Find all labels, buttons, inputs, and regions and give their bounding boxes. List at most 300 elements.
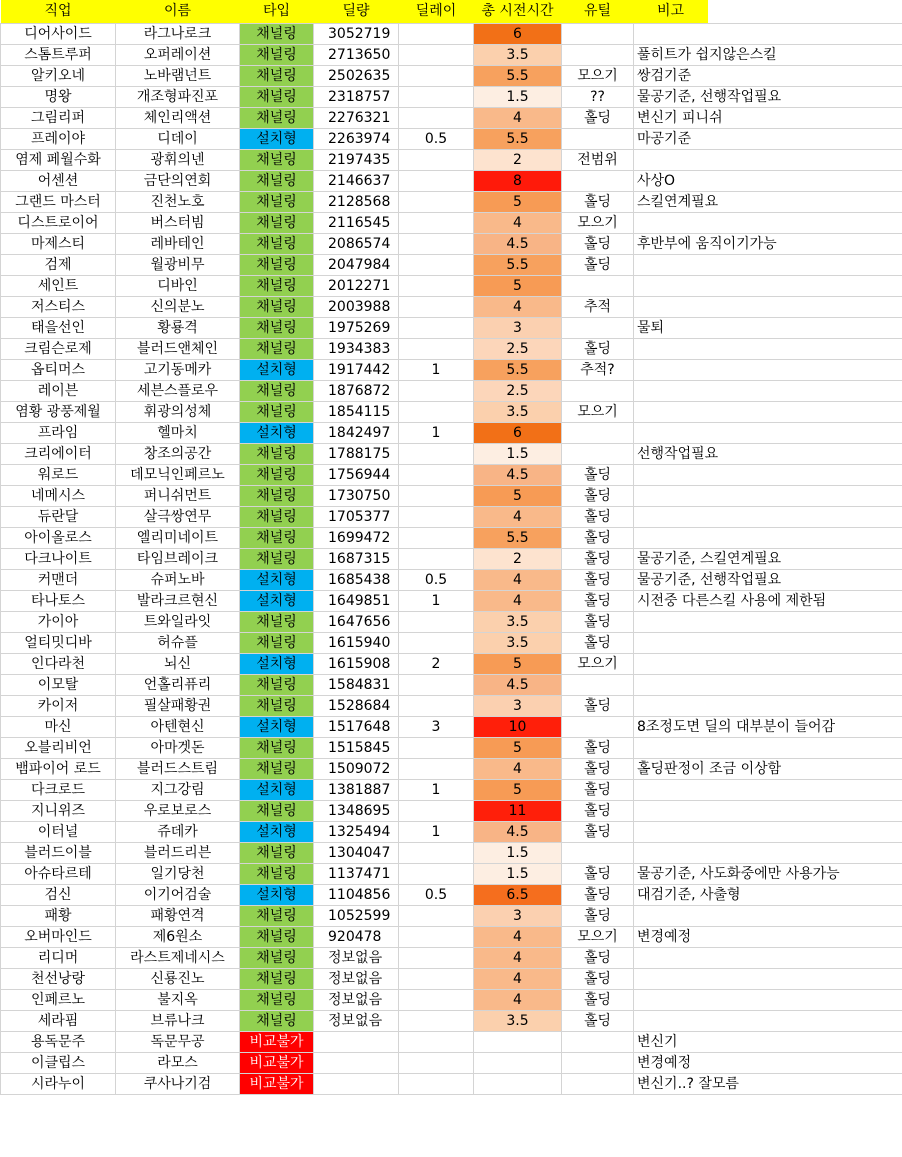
job-cell[interactable]: 세라핌 bbox=[1, 1010, 116, 1031]
skill-name-cell[interactable]: 제6원소 bbox=[116, 926, 240, 947]
skill-name-cell[interactable]: 고기동메카 bbox=[116, 359, 240, 380]
delay-cell[interactable] bbox=[399, 191, 474, 212]
cast-time-cell[interactable]: 4 bbox=[474, 947, 562, 968]
type-cell[interactable]: 채널링 bbox=[240, 23, 314, 44]
damage-cell[interactable]: 1104856 bbox=[314, 884, 399, 905]
delay-cell[interactable] bbox=[399, 170, 474, 191]
type-cell[interactable]: 채널링 bbox=[240, 947, 314, 968]
delay-cell[interactable] bbox=[399, 947, 474, 968]
job-cell[interactable]: 그림리퍼 bbox=[1, 107, 116, 128]
note-cell[interactable] bbox=[634, 254, 902, 275]
util-cell[interactable]: 홀딩 bbox=[562, 506, 634, 527]
header-cast-time[interactable]: 총 시전시간 bbox=[474, 0, 562, 23]
job-cell[interactable]: 이클립스 bbox=[1, 1052, 116, 1073]
job-cell[interactable]: 인페르노 bbox=[1, 989, 116, 1010]
skill-name-cell[interactable]: 레바테인 bbox=[116, 233, 240, 254]
skill-name-cell[interactable]: 독문무공 bbox=[116, 1031, 240, 1052]
skill-name-cell[interactable]: 패황연격 bbox=[116, 905, 240, 926]
type-cell[interactable]: 설치형 bbox=[240, 716, 314, 737]
type-cell[interactable]: 채널링 bbox=[240, 338, 314, 359]
cast-time-cell[interactable]: 1.5 bbox=[474, 842, 562, 863]
job-cell[interactable]: 카이저 bbox=[1, 695, 116, 716]
delay-cell[interactable] bbox=[399, 107, 474, 128]
note-cell[interactable]: 물공기준, 선행작업필요 bbox=[634, 86, 902, 107]
util-cell[interactable]: 홀딩 bbox=[562, 527, 634, 548]
skill-name-cell[interactable]: 슈퍼노바 bbox=[116, 569, 240, 590]
delay-cell[interactable] bbox=[399, 695, 474, 716]
skill-name-cell[interactable]: 이기어검술 bbox=[116, 884, 240, 905]
cast-time-cell[interactable]: 5 bbox=[474, 779, 562, 800]
job-cell[interactable]: 이모탈 bbox=[1, 674, 116, 695]
util-cell[interactable] bbox=[562, 422, 634, 443]
header-name[interactable]: 이름 bbox=[116, 0, 240, 23]
util-cell[interactable]: 홀딩 bbox=[562, 464, 634, 485]
note-cell[interactable]: 풀히트가 쉽지않은스킬 bbox=[634, 44, 902, 65]
damage-cell[interactable]: 1647656 bbox=[314, 611, 399, 632]
util-cell[interactable]: 홀딩 bbox=[562, 695, 634, 716]
type-cell[interactable]: 채널링 bbox=[240, 548, 314, 569]
skill-name-cell[interactable]: 불지옥 bbox=[116, 989, 240, 1010]
note-cell[interactable]: 대검기준, 사출형 bbox=[634, 884, 902, 905]
job-cell[interactable]: 다크나이트 bbox=[1, 548, 116, 569]
cast-time-cell[interactable]: 6 bbox=[474, 23, 562, 44]
damage-cell[interactable]: 2012271 bbox=[314, 275, 399, 296]
type-cell[interactable]: 채널링 bbox=[240, 317, 314, 338]
job-cell[interactable]: 검제 bbox=[1, 254, 116, 275]
job-cell[interactable]: 마제스티 bbox=[1, 233, 116, 254]
note-cell[interactable]: 변신기 bbox=[634, 1031, 902, 1052]
delay-cell[interactable] bbox=[399, 44, 474, 65]
damage-cell[interactable]: 920478 bbox=[314, 926, 399, 947]
util-cell[interactable]: 홀딩 bbox=[562, 779, 634, 800]
delay-cell[interactable] bbox=[399, 611, 474, 632]
util-cell[interactable] bbox=[562, 317, 634, 338]
type-cell[interactable]: 채널링 bbox=[240, 611, 314, 632]
job-cell[interactable]: 디어사이드 bbox=[1, 23, 116, 44]
skill-name-cell[interactable]: 필살패황권 bbox=[116, 695, 240, 716]
damage-cell[interactable]: 1137471 bbox=[314, 863, 399, 884]
skill-name-cell[interactable]: 오퍼레이션 bbox=[116, 44, 240, 65]
damage-cell[interactable]: 1517648 bbox=[314, 716, 399, 737]
note-cell[interactable] bbox=[634, 800, 902, 821]
delay-cell[interactable]: 0.5 bbox=[399, 569, 474, 590]
skill-name-cell[interactable]: 퍼니쉬먼트 bbox=[116, 485, 240, 506]
damage-cell[interactable]: 정보없음 bbox=[314, 989, 399, 1010]
job-cell[interactable]: 크리에이터 bbox=[1, 443, 116, 464]
cast-time-cell[interactable]: 4.5 bbox=[474, 821, 562, 842]
delay-cell[interactable] bbox=[399, 23, 474, 44]
util-cell[interactable] bbox=[562, 170, 634, 191]
delay-cell[interactable]: 0.5 bbox=[399, 128, 474, 149]
delay-cell[interactable]: 1 bbox=[399, 590, 474, 611]
cast-time-cell[interactable]: 1.5 bbox=[474, 86, 562, 107]
delay-cell[interactable] bbox=[399, 632, 474, 653]
skill-name-cell[interactable]: 헬마치 bbox=[116, 422, 240, 443]
job-cell[interactable]: 그랜드 마스터 bbox=[1, 191, 116, 212]
type-cell[interactable]: 채널링 bbox=[240, 842, 314, 863]
header-delay[interactable]: 딜레이 bbox=[399, 0, 474, 23]
note-cell[interactable] bbox=[634, 464, 902, 485]
damage-cell[interactable]: 1615940 bbox=[314, 632, 399, 653]
delay-cell[interactable] bbox=[399, 254, 474, 275]
skill-name-cell[interactable]: 지그강림 bbox=[116, 779, 240, 800]
delay-cell[interactable]: 1 bbox=[399, 359, 474, 380]
delay-cell[interactable]: 1 bbox=[399, 821, 474, 842]
cast-time-cell[interactable]: 3 bbox=[474, 317, 562, 338]
skill-name-cell[interactable]: 아마겟돈 bbox=[116, 737, 240, 758]
job-cell[interactable]: 염황 광풍제월 bbox=[1, 401, 116, 422]
skill-name-cell[interactable]: 라모스 bbox=[116, 1052, 240, 1073]
delay-cell[interactable] bbox=[399, 527, 474, 548]
job-cell[interactable]: 오블리비언 bbox=[1, 737, 116, 758]
delay-cell[interactable] bbox=[399, 758, 474, 779]
job-cell[interactable]: 천선낭랑 bbox=[1, 968, 116, 989]
cast-time-cell[interactable]: 2.5 bbox=[474, 338, 562, 359]
job-cell[interactable]: 스톰트루퍼 bbox=[1, 44, 116, 65]
note-cell[interactable] bbox=[634, 401, 902, 422]
util-cell[interactable]: 홀딩 bbox=[562, 548, 634, 569]
delay-cell[interactable] bbox=[399, 968, 474, 989]
util-cell[interactable]: 홀딩 bbox=[562, 863, 634, 884]
type-cell[interactable]: 설치형 bbox=[240, 359, 314, 380]
type-cell[interactable]: 채널링 bbox=[240, 758, 314, 779]
skill-name-cell[interactable]: 데모닉인페르노 bbox=[116, 464, 240, 485]
skill-name-cell[interactable]: 우로보로스 bbox=[116, 800, 240, 821]
util-cell[interactable]: 모으기 bbox=[562, 212, 634, 233]
delay-cell[interactable] bbox=[399, 149, 474, 170]
delay-cell[interactable] bbox=[399, 317, 474, 338]
util-cell[interactable] bbox=[562, 842, 634, 863]
skill-name-cell[interactable]: 블러드스트림 bbox=[116, 758, 240, 779]
cast-time-cell[interactable]: 5 bbox=[474, 275, 562, 296]
type-cell[interactable]: 채널링 bbox=[240, 464, 314, 485]
cast-time-cell[interactable]: 11 bbox=[474, 800, 562, 821]
skill-name-cell[interactable]: 엘리미네이트 bbox=[116, 527, 240, 548]
util-cell[interactable]: 홀딩 bbox=[562, 905, 634, 926]
delay-cell[interactable] bbox=[399, 275, 474, 296]
delay-cell[interactable] bbox=[399, 443, 474, 464]
job-cell[interactable]: 저스티스 bbox=[1, 296, 116, 317]
type-cell[interactable]: 채널링 bbox=[240, 107, 314, 128]
cast-time-cell[interactable]: 4 bbox=[474, 590, 562, 611]
damage-cell[interactable]: 정보없음 bbox=[314, 968, 399, 989]
job-cell[interactable]: 시라누이 bbox=[1, 1073, 116, 1094]
job-cell[interactable]: 타나토스 bbox=[1, 590, 116, 611]
job-cell[interactable]: 이터널 bbox=[1, 821, 116, 842]
damage-cell[interactable]: 1304047 bbox=[314, 842, 399, 863]
header-type[interactable]: 타입 bbox=[240, 0, 314, 23]
job-cell[interactable]: 인다라천 bbox=[1, 653, 116, 674]
damage-cell[interactable]: 2047984 bbox=[314, 254, 399, 275]
damage-cell[interactable]: 2128568 bbox=[314, 191, 399, 212]
note-cell[interactable]: 변경예정 bbox=[634, 1052, 902, 1073]
damage-cell[interactable]: 2713650 bbox=[314, 44, 399, 65]
damage-cell[interactable]: 1509072 bbox=[314, 758, 399, 779]
cast-time-cell[interactable]: 5.5 bbox=[474, 65, 562, 86]
cast-time-cell[interactable]: 4 bbox=[474, 296, 562, 317]
header-job[interactable]: 직업 bbox=[1, 0, 116, 23]
cast-time-cell[interactable]: 4 bbox=[474, 107, 562, 128]
header-damage[interactable]: 딜량 bbox=[314, 0, 399, 23]
type-cell[interactable]: 채널링 bbox=[240, 296, 314, 317]
skill-name-cell[interactable]: 체인리액션 bbox=[116, 107, 240, 128]
util-cell[interactable] bbox=[562, 1031, 634, 1052]
job-cell[interactable]: 세인트 bbox=[1, 275, 116, 296]
job-cell[interactable]: 레이븐 bbox=[1, 380, 116, 401]
cast-time-cell[interactable]: 4 bbox=[474, 758, 562, 779]
skill-name-cell[interactable]: 버스터빔 bbox=[116, 212, 240, 233]
header-util[interactable]: 유틸 bbox=[562, 0, 634, 23]
cast-time-cell[interactable]: 2 bbox=[474, 548, 562, 569]
util-cell[interactable]: 홀딩 bbox=[562, 611, 634, 632]
note-cell[interactable]: 쌍검기준 bbox=[634, 65, 902, 86]
note-cell[interactable]: 스킬연계필요 bbox=[634, 191, 902, 212]
skill-name-cell[interactable]: 디바인 bbox=[116, 275, 240, 296]
damage-cell[interactable]: 1756944 bbox=[314, 464, 399, 485]
delay-cell[interactable] bbox=[399, 506, 474, 527]
damage-cell[interactable]: 1917442 bbox=[314, 359, 399, 380]
note-cell[interactable]: 선행작업필요 bbox=[634, 443, 902, 464]
job-cell[interactable]: 다크로드 bbox=[1, 779, 116, 800]
util-cell[interactable]: 홀딩 bbox=[562, 590, 634, 611]
job-cell[interactable]: 지니위즈 bbox=[1, 800, 116, 821]
util-cell[interactable]: 추적 bbox=[562, 296, 634, 317]
cast-time-cell[interactable]: 5.5 bbox=[474, 527, 562, 548]
delay-cell[interactable] bbox=[399, 989, 474, 1010]
delay-cell[interactable] bbox=[399, 737, 474, 758]
damage-cell[interactable]: 1348695 bbox=[314, 800, 399, 821]
skill-name-cell[interactable]: 진천노호 bbox=[116, 191, 240, 212]
delay-cell[interactable] bbox=[399, 233, 474, 254]
cast-time-cell[interactable]: 5.5 bbox=[474, 128, 562, 149]
util-cell[interactable]: 홀딩 bbox=[562, 107, 634, 128]
type-cell[interactable]: 설치형 bbox=[240, 884, 314, 905]
type-cell[interactable]: 채널링 bbox=[240, 401, 314, 422]
util-cell[interactable] bbox=[562, 674, 634, 695]
job-cell[interactable]: 마신 bbox=[1, 716, 116, 737]
job-cell[interactable]: 어센션 bbox=[1, 170, 116, 191]
note-cell[interactable] bbox=[634, 527, 902, 548]
cast-time-cell[interactable]: 5 bbox=[474, 653, 562, 674]
cast-time-cell[interactable] bbox=[474, 1073, 562, 1094]
job-cell[interactable]: 태을선인 bbox=[1, 317, 116, 338]
note-cell[interactable] bbox=[634, 695, 902, 716]
cast-time-cell[interactable] bbox=[474, 1052, 562, 1073]
note-cell[interactable] bbox=[634, 275, 902, 296]
cast-time-cell[interactable]: 4 bbox=[474, 506, 562, 527]
damage-cell[interactable]: 1705377 bbox=[314, 506, 399, 527]
util-cell[interactable]: 홀딩 bbox=[562, 758, 634, 779]
delay-cell[interactable] bbox=[399, 926, 474, 947]
job-cell[interactable]: 프레이야 bbox=[1, 128, 116, 149]
util-cell[interactable]: 홀딩 bbox=[562, 254, 634, 275]
job-cell[interactable]: 얼티밋디바 bbox=[1, 632, 116, 653]
util-cell[interactable]: 홀딩 bbox=[562, 821, 634, 842]
damage-cell[interactable]: 2086574 bbox=[314, 233, 399, 254]
util-cell[interactable] bbox=[562, 1073, 634, 1094]
note-cell[interactable]: 사상O bbox=[634, 170, 902, 191]
job-cell[interactable]: 네메시스 bbox=[1, 485, 116, 506]
cast-time-cell[interactable]: 4.5 bbox=[474, 464, 562, 485]
util-cell[interactable]: 홀딩 bbox=[562, 338, 634, 359]
damage-cell[interactable] bbox=[314, 1052, 399, 1073]
skill-name-cell[interactable]: 금단의연회 bbox=[116, 170, 240, 191]
type-cell[interactable]: 채널링 bbox=[240, 170, 314, 191]
note-cell[interactable] bbox=[634, 485, 902, 506]
util-cell[interactable] bbox=[562, 1052, 634, 1073]
type-cell[interactable]: 채널링 bbox=[240, 380, 314, 401]
cast-time-cell[interactable]: 4 bbox=[474, 926, 562, 947]
delay-cell[interactable] bbox=[399, 905, 474, 926]
damage-cell[interactable]: 2146637 bbox=[314, 170, 399, 191]
skill-name-cell[interactable]: 브류나크 bbox=[116, 1010, 240, 1031]
job-cell[interactable]: 용독문주 bbox=[1, 1031, 116, 1052]
skill-name-cell[interactable]: 발라크르현신 bbox=[116, 590, 240, 611]
delay-cell[interactable]: 3 bbox=[399, 716, 474, 737]
job-cell[interactable]: 오버마인드 bbox=[1, 926, 116, 947]
skill-name-cell[interactable]: 라스트제네시스 bbox=[116, 947, 240, 968]
skill-name-cell[interactable]: 광휘의넨 bbox=[116, 149, 240, 170]
damage-cell[interactable]: 1788175 bbox=[314, 443, 399, 464]
util-cell[interactable]: 홀딩 bbox=[562, 737, 634, 758]
type-cell[interactable]: 설치형 bbox=[240, 569, 314, 590]
note-cell[interactable]: 물공기준, 사도화중에만 사용가능 bbox=[634, 863, 902, 884]
type-cell[interactable]: 채널링 bbox=[240, 1010, 314, 1031]
job-cell[interactable]: 알키오네 bbox=[1, 65, 116, 86]
delay-cell[interactable] bbox=[399, 863, 474, 884]
cast-time-cell[interactable]: 5 bbox=[474, 191, 562, 212]
note-cell[interactable] bbox=[634, 359, 902, 380]
util-cell[interactable] bbox=[562, 128, 634, 149]
delay-cell[interactable] bbox=[399, 338, 474, 359]
type-cell[interactable]: 채널링 bbox=[240, 44, 314, 65]
cast-time-cell[interactable]: 5 bbox=[474, 737, 562, 758]
damage-cell[interactable]: 1649851 bbox=[314, 590, 399, 611]
skill-name-cell[interactable]: 일기당천 bbox=[116, 863, 240, 884]
skill-name-cell[interactable]: 허슈플 bbox=[116, 632, 240, 653]
job-cell[interactable]: 블러드이블 bbox=[1, 842, 116, 863]
type-cell[interactable]: 채널링 bbox=[240, 989, 314, 1010]
damage-cell[interactable]: 2003988 bbox=[314, 296, 399, 317]
delay-cell[interactable] bbox=[399, 1073, 474, 1094]
job-cell[interactable]: 검신 bbox=[1, 884, 116, 905]
skill-name-cell[interactable]: 창조의공간 bbox=[116, 443, 240, 464]
delay-cell[interactable]: 1 bbox=[399, 779, 474, 800]
type-cell[interactable]: 설치형 bbox=[240, 590, 314, 611]
skill-name-cell[interactable]: 언홀리퓨리 bbox=[116, 674, 240, 695]
type-cell[interactable]: 비교불가 bbox=[240, 1073, 314, 1094]
util-cell[interactable] bbox=[562, 275, 634, 296]
cast-time-cell[interactable]: 5.5 bbox=[474, 359, 562, 380]
note-cell[interactable] bbox=[634, 422, 902, 443]
skill-name-cell[interactable]: 휘광의성체 bbox=[116, 401, 240, 422]
delay-cell[interactable] bbox=[399, 1031, 474, 1052]
skill-name-cell[interactable]: 황룡격 bbox=[116, 317, 240, 338]
util-cell[interactable]: 홀딩 bbox=[562, 884, 634, 905]
delay-cell[interactable] bbox=[399, 842, 474, 863]
job-cell[interactable]: 듀란달 bbox=[1, 506, 116, 527]
skill-name-cell[interactable]: 블러드앤체인 bbox=[116, 338, 240, 359]
skill-name-cell[interactable]: 라그나로크 bbox=[116, 23, 240, 44]
damage-cell[interactable]: 1730750 bbox=[314, 485, 399, 506]
util-cell[interactable]: 홀딩 bbox=[562, 968, 634, 989]
note-cell[interactable] bbox=[634, 380, 902, 401]
type-cell[interactable]: 채널링 bbox=[240, 212, 314, 233]
note-cell[interactable] bbox=[634, 611, 902, 632]
cast-time-cell[interactable]: 8 bbox=[474, 170, 562, 191]
util-cell[interactable] bbox=[562, 443, 634, 464]
damage-cell[interactable]: 3052719 bbox=[314, 23, 399, 44]
skill-name-cell[interactable]: 노바램넌트 bbox=[116, 65, 240, 86]
skill-name-cell[interactable]: 월광비무 bbox=[116, 254, 240, 275]
damage-cell[interactable] bbox=[314, 1031, 399, 1052]
type-cell[interactable]: 채널링 bbox=[240, 233, 314, 254]
type-cell[interactable]: 채널링 bbox=[240, 485, 314, 506]
type-cell[interactable]: 채널링 bbox=[240, 443, 314, 464]
type-cell[interactable]: 설치형 bbox=[240, 128, 314, 149]
cast-time-cell[interactable]: 3.5 bbox=[474, 1010, 562, 1031]
damage-cell[interactable]: 2502635 bbox=[314, 65, 399, 86]
skill-name-cell[interactable]: 아텐현신 bbox=[116, 716, 240, 737]
note-cell[interactable] bbox=[634, 632, 902, 653]
job-cell[interactable]: 명왕 bbox=[1, 86, 116, 107]
skill-name-cell[interactable]: 쥬데카 bbox=[116, 821, 240, 842]
damage-cell[interactable]: 1515845 bbox=[314, 737, 399, 758]
type-cell[interactable]: 채널링 bbox=[240, 863, 314, 884]
note-cell[interactable]: 변신기..? 잘모름 bbox=[634, 1073, 902, 1094]
note-cell[interactable]: 시전중 다른스킬 사용에 제한됨 bbox=[634, 590, 902, 611]
util-cell[interactable] bbox=[562, 380, 634, 401]
util-cell[interactable]: 홀딩 bbox=[562, 485, 634, 506]
type-cell[interactable]: 채널링 bbox=[240, 905, 314, 926]
delay-cell[interactable]: 2 bbox=[399, 653, 474, 674]
type-cell[interactable]: 설치형 bbox=[240, 653, 314, 674]
job-cell[interactable]: 프라임 bbox=[1, 422, 116, 443]
type-cell[interactable]: 채널링 bbox=[240, 695, 314, 716]
damage-cell[interactable]: 1615908 bbox=[314, 653, 399, 674]
delay-cell[interactable] bbox=[399, 548, 474, 569]
util-cell[interactable]: 홀딩 bbox=[562, 632, 634, 653]
skill-name-cell[interactable]: 신의분노 bbox=[116, 296, 240, 317]
type-cell[interactable]: 채널링 bbox=[240, 65, 314, 86]
damage-cell[interactable]: 정보없음 bbox=[314, 947, 399, 968]
cast-time-cell[interactable]: 4 bbox=[474, 569, 562, 590]
note-cell[interactable] bbox=[634, 737, 902, 758]
delay-cell[interactable] bbox=[399, 674, 474, 695]
skill-name-cell[interactable]: 디데이 bbox=[116, 128, 240, 149]
note-cell[interactable] bbox=[634, 905, 902, 926]
delay-cell[interactable] bbox=[399, 65, 474, 86]
damage-cell[interactable]: 2318757 bbox=[314, 86, 399, 107]
type-cell[interactable]: 비교불가 bbox=[240, 1052, 314, 1073]
note-cell[interactable] bbox=[634, 674, 902, 695]
note-cell[interactable]: 홀딩판정이 조금 이상함 bbox=[634, 758, 902, 779]
note-cell[interactable] bbox=[634, 821, 902, 842]
type-cell[interactable]: 비교불가 bbox=[240, 1031, 314, 1052]
delay-cell[interactable]: 1 bbox=[399, 422, 474, 443]
damage-cell[interactable]: 1381887 bbox=[314, 779, 399, 800]
delay-cell[interactable] bbox=[399, 464, 474, 485]
cast-time-cell[interactable]: 4.5 bbox=[474, 233, 562, 254]
job-cell[interactable]: 크림슨로제 bbox=[1, 338, 116, 359]
damage-cell[interactable]: 1699472 bbox=[314, 527, 399, 548]
util-cell[interactable]: 홀딩 bbox=[562, 569, 634, 590]
util-cell[interactable]: 모으기 bbox=[562, 653, 634, 674]
job-cell[interactable]: 아이올로스 bbox=[1, 527, 116, 548]
cast-time-cell[interactable]: 4 bbox=[474, 968, 562, 989]
damage-cell[interactable]: 1687315 bbox=[314, 548, 399, 569]
cast-time-cell[interactable]: 1.5 bbox=[474, 863, 562, 884]
